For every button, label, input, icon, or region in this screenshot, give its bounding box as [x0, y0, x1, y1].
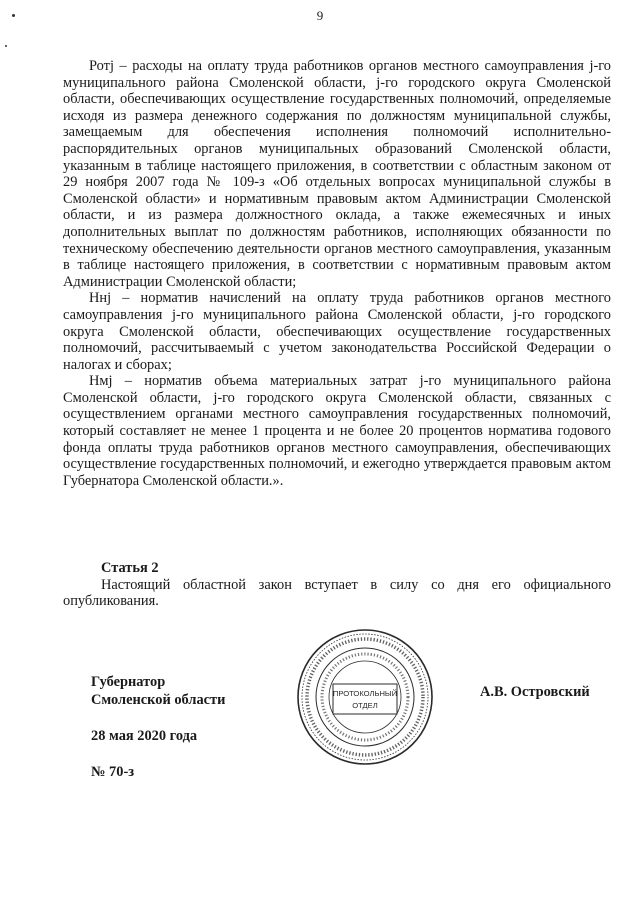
- signature-position-line1: Губернатор: [91, 674, 166, 690]
- scan-speck: [12, 14, 15, 17]
- article-text: Настоящий областной закон вступает в силу со дня его официального опубликования.: [63, 576, 611, 610]
- paragraph-hn: Hнј – норматив начислений на оплату труда работников органов местного самоуправления j-го муниципального района Смоленской области, j-го городского округа Смоленской области, обеспечивающих осуществление государственных полномочий, рассчитываемый с учетом законодательства Российской Федерации о налогах и сборах;: [63, 290, 611, 373]
- scan-speck: [5, 45, 7, 47]
- signatory-name: А.В. Островский: [480, 684, 590, 700]
- signature-date: 28 мая 2020 года: [91, 728, 198, 744]
- definitions-text: [63, 58, 611, 489]
- article-2: [63, 560, 611, 610]
- official-stamp: [295, 627, 435, 767]
- article-title: Статья 2: [101, 560, 159, 576]
- stamp-inner-line1: ПРОТОКОЛЬНЫЙ: [332, 689, 398, 698]
- page-number: 9: [316, 8, 324, 23]
- stamp-inner-line2: ОТДЕЛ: [352, 701, 378, 710]
- signature-position-line2: Смоленской области: [91, 692, 226, 708]
- paragraph-hm: Hмј – норматив объема материальных затрат j-го муниципального района Смоленской области, j-го городского округа Смоленской области, связанных с осуществлением органами местного самоуправления государственных полномочий, который составляет не менее 1 процента и не более 20 процентов норматива годового фонда оплаты труда работников органов местного самоуправления, обеспечивающих осуществление государственных полномочий, и ежегодно утверждается правовым актом Губернатора Смоленской области.».: [63, 373, 611, 489]
- paragraph-rot: Ротј – расходы на оплату труда работников органов местного самоуправления j-го муниципального района Смоленской области, j-го городского округа Смоленской области, обеспечивающих осуществление государственных полномочий, определяемые исходя из размера денежного содержания по должностям муниципальной службы, замещаемым для обеспечения исполнения полномочий исполнительно-распорядительных органов муниципальных образований Смоленской области, указанным в таблице настоящего приложения, в соответствии с областным законом от 29 ноября 2007 года № 109-з «Об отдельных вопросах муниципальной службы в Смоленской области» и нормативным правовым актом Администрации Смоленской области, и из размера должностного оклада, а также ежемесячных и иных дополнительных выплат по должностям работников, исполняющих обязанности по техническому обеспечению деятельности органов местного самоуправления, указанным в таблице настоящего приложения, в соответствии с нормативным правовым актом Администрации Смоленской области;: [63, 58, 611, 290]
- signature-block: [91, 673, 225, 781]
- law-number: № 70-з: [91, 764, 135, 780]
